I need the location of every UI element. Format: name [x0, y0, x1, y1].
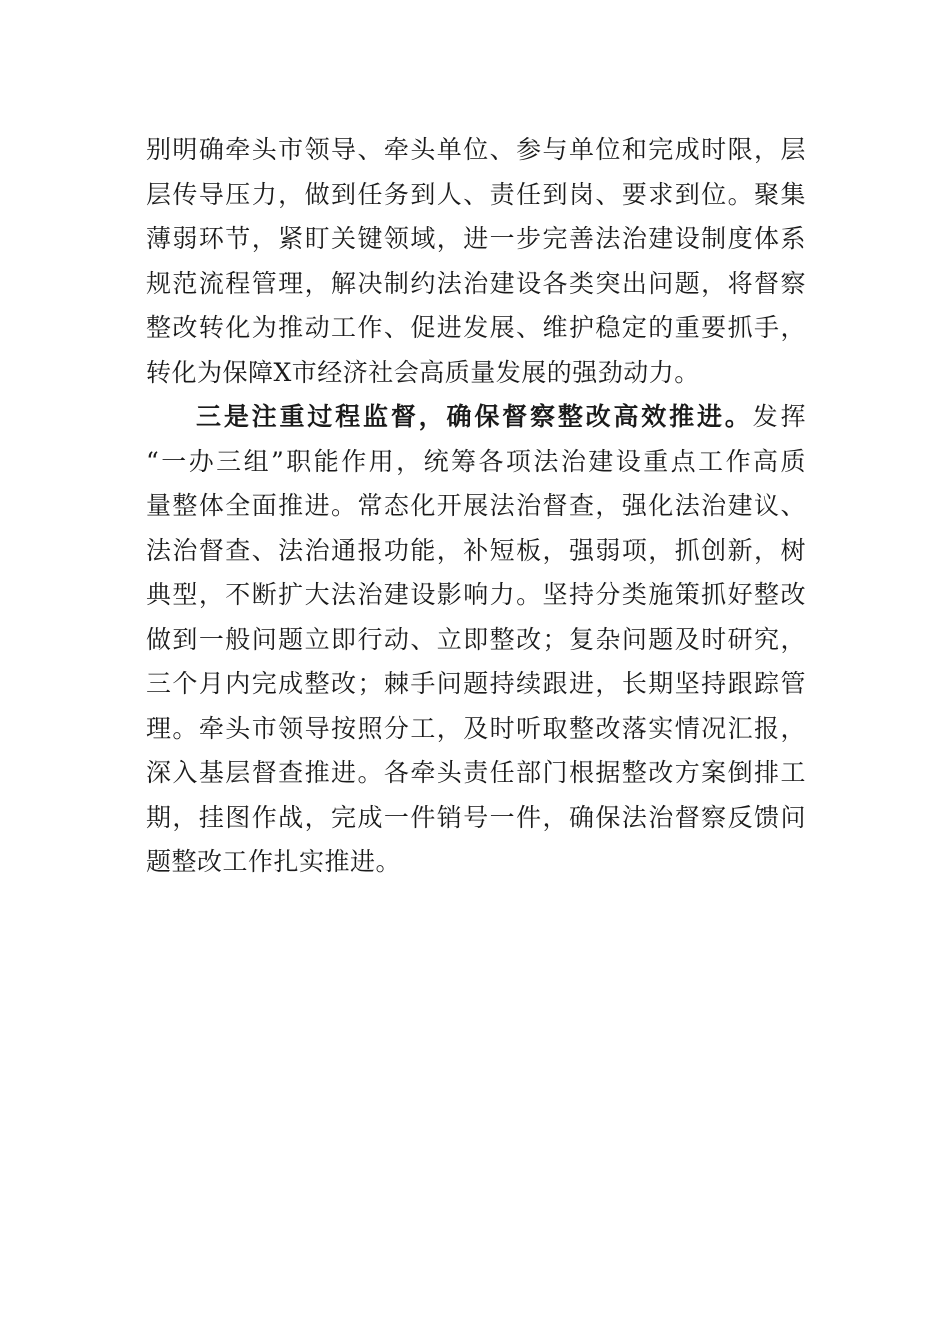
paragraph-2-first-line-rest: 发挥	[752, 402, 806, 431]
paragraph-2-line: 量整体全面推进。常态化开展法治督查，强化法治建议、	[146, 491, 806, 520]
paragraph-1-line: 层传导压力，做到任务到人、责任到岗、要求到位。聚集	[146, 179, 806, 209]
paragraph-1	[146, 128, 806, 395]
document-body	[146, 128, 806, 885]
paragraph-2-line: 三个月内完成整改；棘手问题持续跟进，长期坚持跟踪管	[146, 669, 806, 698]
paragraph-1-line: 薄弱环节，紧盯关键领域，进一步完善法治建设制度体系	[146, 224, 806, 253]
paragraph-2-line: 期，挂图作战，完成一件销号一件，确保法治督察反馈问	[146, 802, 806, 832]
paragraph-2-heading: 三是注重过程监督，确保督察整改高效推进。	[196, 402, 753, 431]
paragraph-2-line: “一办三组”职能作用，统筹各项法治建设重点工作高质	[146, 446, 806, 476]
paragraph-2-line: 深入基层督查推进。各牵头责任部门根据整改方案倒排工	[146, 758, 806, 787]
paragraph-2-line: 理。牵头市领导按照分工，及时听取整改落实情况汇报，	[146, 713, 806, 743]
paragraph-2-line: 题整改工作扎实推进。	[146, 847, 402, 876]
paragraph-2	[146, 395, 806, 885]
paragraph-2-first-line	[146, 395, 806, 440]
paragraph-2-line: 做到一般问题立即行动、立即整改；复杂问题及时研究，	[146, 624, 806, 654]
paragraph-2-line: 法治督查、法治通报功能，补短板，强弱项，抓创新，树	[146, 535, 806, 565]
paragraph-1-line: 别明确牵头市领导、牵头单位、参与单位和完成时限，层	[146, 135, 806, 164]
paragraph-1-line: 整改转化为推动工作、促进发展、维护稳定的重要抓手，	[146, 313, 806, 342]
paragraph-1-line: 规范流程管理，解决制约法治建设各类突出问题，将督察	[146, 268, 806, 298]
paragraph-1-line: 转化为保障X市经济社会高质量发展的强劲动力。	[146, 357, 700, 387]
paragraph-2-line: 典型，不断扩大法治建设影响力。坚持分类施策抓好整改	[146, 580, 806, 609]
